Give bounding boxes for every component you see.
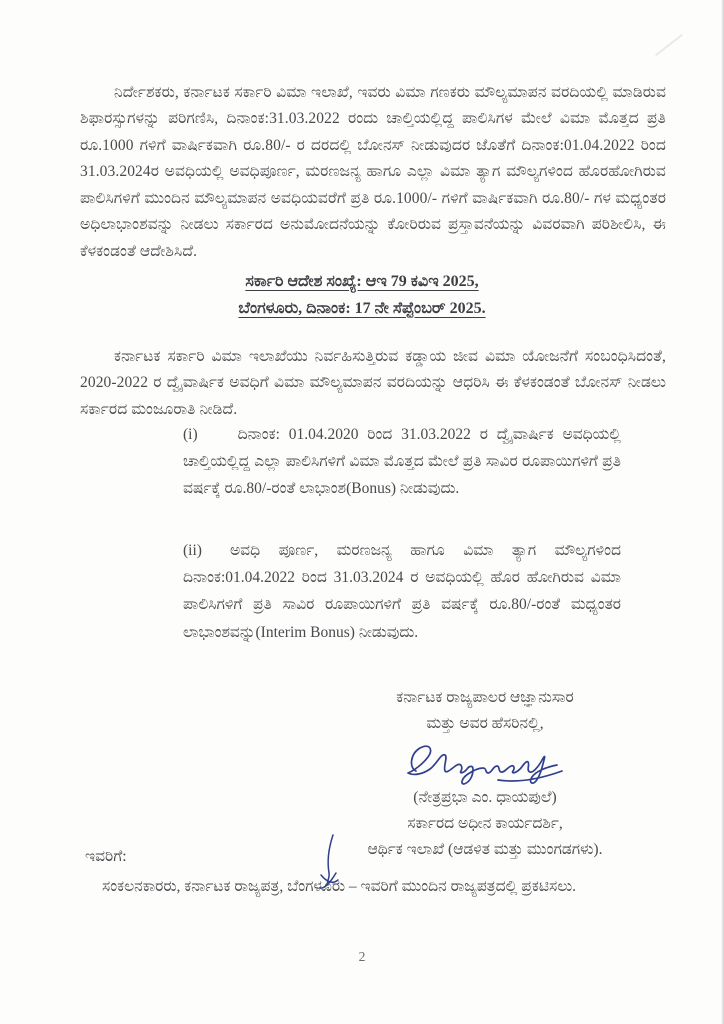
item-1-marker: (i) <box>183 426 198 443</box>
item-2-text: ಅವಧಿ ಪೂರ್ಣ, ಮರಣಜನ್ಯ ಹಾಗೂ ವಿಮಾ ತ್ಯಾಗ ಮೌಲ್ಯಗಳಿಂದ ದಿನಾಂಕ:01.04.2022 ರಿಂದ 31.03.2024 ರ ಅವಧಿಯಲ್ಲಿ ಹೊರ ಹೋಗಿರುವ ವಿಮಾ ಪಾಲಿಸಿಗಳಿಗೆ ಪ್ರತಿ ಸಾವಿರ ರೂಪಾಯಿಗಳಿಗೆ ಪ್ರತಿ ವರ್ಷಕ್ಕೆ ರೂ.80/-ರಂತೆ ಮಧ್ಯಂತರ ಲಾಭಾಂಶವನ್ನು(Interim Bonus) ನೀಡುವುದು. <box>183 542 621 641</box>
page-number: 2 <box>358 949 366 964</box>
signatory-name: (ನೇತ್ರಪ್ರಭಾ ಎಂ. ಧಾಯಪುಲೆ) <box>413 789 557 806</box>
in-name-line: ಮತ್ತು ಅವರ ಹೆಸರಿನಲ್ಲಿ, <box>426 715 544 732</box>
order-item-2 <box>183 537 621 646</box>
sanction-paragraph: ಕರ್ನಾಟಕ ಸರ್ಕಾರಿ ವಿಮಾ ಇಲಾಖೆಯು ನಿರ್ವಹಿಸುತ್ತಿರುವ ಕಡ್ಡಾಯ ಜೀವ ವಿಮಾ ಯೋಜನೆಗೆ ಸಂಬಂಧಿಸಿದಂತೆ, 2020-2022 ರ ದ್ವೈವಾರ್ಷಿಕ ಅವಧಿಗೆ ವಿಮಾ ಮೌಲ್ಯಮಾಪನ ವರದಿಯನ್ನು ಆಧರಿಸಿ ಈ ಕೆಳಕಂಡಂತೆ ಬೋನಸ್ ನೀಡಲು ಸರ್ಕಾರದ ಮಂಜೂರಾತಿ ನೀಡಿದೆ. <box>80 347 666 418</box>
by-order-line: ಕರ್ನಾಟಕ ರಾಜ್ಯಪಾಲರ ಆಜ್ಞಾನುಸಾರ <box>396 689 574 706</box>
to-label: ಇವರಿಗೆ: <box>85 848 127 865</box>
opening-paragraph: ನಿರ್ದೇಶಕರು, ಕರ್ನಾಟಕ ಸರ್ಕಾರಿ ವಿಮಾ ಇಲಾಖೆ, ಇವರು ವಿಮಾ ಗಣಕರು ಮೌಲ್ಯಮಾಪನ ವರದಿಯಲ್ಲಿ ಮಾಡಿರುವ ಶಿಫಾರಸ್ಸುಗಳನ್ನು ಪರಿಗಣಿಸಿ, ದಿನಾಂಕ:31.03.2022 ರಂದು ಚಾಲ್ತಿಯಲ್ಲಿದ್ದ ಪಾಲಿಸಿಗಳ ಮೇಲೆ ವಿಮಾ ಮೊತ್ತದ ಪ್ರತಿ ರೂ.1000 ಗಳಿಗೆ ವಾರ್ಷಿಕವಾಗಿ ರೂ.80/- ರ ದರದಲ್ಲಿ ಬೋನಸ್ ನೀಡುವುದರ ಜೊತೆಗೆ ದಿನಾಂಕ:01.04.2022 ರಿಂದ 31.03.2024ರ ಅವಧಿಯಲ್ಲಿ ಅವಧಿಪೂರ್ಣ, ಮರಣಜನ್ಯ ಹಾಗೂ ಎಲ್ಲಾ ವಿಮಾ ತ್ಯಾಗ ಮೌಲ್ಯಗಳಿಂದ ಹೊರಹೋಗಿರುವ ಪಾಲಿಸಿಗಳಿಗೆ ಮುಂದಿನ ಮೌಲ್ಯಮಾಪನ ಅವಧಿಯವರೆಗೆ ಪ್ರತಿ ರೂ.1000/- ಗಳಿಗೆ ವಾರ್ಷಿಕವಾಗಿ ರೂ.80/- ಗಳ ಮಧ್ಯಂತರ ಅಧಿಲಾಭಾಂಶವನ್ನು ನೀಡಲು ಸರ್ಕಾರದ ಅನುಮೋದನೆಯನ್ನು ಕೋರಿರುವ ಪ್ರಸ್ತಾವನೆಯನ್ನು ವಿವರವಾಗಿ ಪರಿಶೀಲಿಸಿ, ಈ ಕೆಳಕಂಡಂತೆ ಆದೇಶಿಸಿದೆ. <box>80 83 666 261</box>
signature-block <box>305 685 665 863</box>
order-number-heading <box>0 268 724 322</box>
order-item-1 <box>183 421 621 503</box>
signatory-department-line <box>305 837 665 863</box>
distribution-line: ಸಂಕಲನಕಾರರು, ಕರ್ನಾಟಕ ರಾಜ್ಯಪತ್ರ, ಬೆಂಗಳೂರು – ಇವರಿಗೆ ಮುಂದಿನ ರಾಜ್ಯಪತ್ರದಲ್ಲಿ ಪ್ರಕಟಿಸಲು. <box>102 878 577 895</box>
signature-area <box>305 741 665 785</box>
scan-smudge <box>655 34 683 57</box>
signatory-designation: ಸರ್ಕಾರದ ಅಧೀನ ಕಾರ್ಯದರ್ಶಿ, <box>407 815 563 832</box>
order-place-date-line: ಬೆಂಗಳೂರು, ದಿನಾಂಕ: 17 ನೇ ಸೆಪ್ಟೆಂಬರ್ 2025. <box>238 300 486 317</box>
signatory-department: ಆರ್ಥಿಕ ಇಲಾಖೆ (ಆಡಳಿತ ಮತ್ತು ಮುಂಗಡಗಳು). <box>367 841 603 858</box>
order-number-line: ಸರ್ಕಾರಿ ಆದೇಶ ಸಂಖ್ಯೆ: ಆಇ 79 ಕವಿಇ 2025, <box>245 273 479 290</box>
signature-image <box>400 739 575 785</box>
item-1-text: ದಿನಾಂಕ: 01.04.2020 ರಿಂದ 31.03.2022 ರ ದ್ವೈವಾರ್ಷಿಕ ಅವಧಿಯಲ್ಲಿ ಚಾಲ್ತಿಯಲ್ಲಿದ್ದ ಎಲ್ಲಾ ಪಾಲಿಸಿಗಳಿಗೆ ವಿಮಾ ಮೊತ್ತದ ಮೇಲೆ ಪ್ರತಿ ಸಾವಿರ ರೂಪಾಯಿಗಳಿಗೆ ಪ್ರತಿ ವರ್ಷಕ್ಕೆ ರೂ.80/-ರಂತೆ ಲಾಭಾಂಶ(Bonus) ನೀಡುವುದು. <box>183 426 621 498</box>
item-2-marker: (ii) <box>183 542 202 559</box>
